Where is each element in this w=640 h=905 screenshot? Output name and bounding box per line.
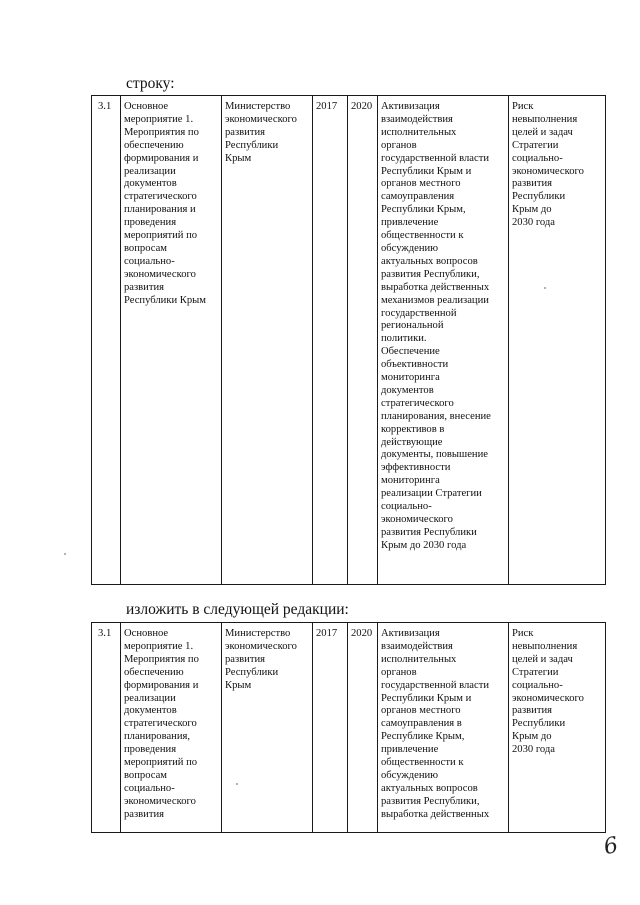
expected-result-cell: Активизация взаимодействия исполнительных органов государственной власти Республики Крым и органов местного самоуправления в Республике Крым, привлечение общественности к обсуждению актуальных вопросов развития Республики, выработка действенных (378, 623, 509, 833)
table-row (92, 96, 606, 585)
scan-speck (236, 783, 238, 785)
executor-cell: Министерство экономического развития Республики Крым (222, 96, 313, 585)
section-heading-before: строку: (126, 75, 175, 92)
section-heading-after: изложить в следующей редакции: (126, 601, 349, 618)
item-number-cell: 3.1 (92, 623, 121, 833)
year-end-cell: 2020 (348, 623, 378, 833)
risk-cell: Риск невыполнения целей и задач Стратегии социально- экономического развития Республики Крым до 2030 года (509, 623, 606, 833)
expected-result-cell: Активизация взаимодействия исполнительных органов государственной власти Республики Крым и органов местного самоуправления Республики Крым, привлечение общественности к обсуждению актуальных вопросов развития Республики, выработка действенных механизмов реализации государственной региональной политики. Обеспечение объективности мониторинга документов стратегического планирования, внесение коррективов в действующие документы, повышение эффективности мониторинга реализации Стратегии социально- экономического развития Республики Крым до 2030 года (378, 96, 509, 585)
page-number: 6 (601, 832, 621, 861)
item-number-cell: 3.1 (92, 96, 121, 585)
activity-table-before (91, 95, 606, 585)
year-start-cell: 2017 (313, 96, 348, 585)
year-start-cell: 2017 (313, 623, 348, 833)
scan-speck (64, 553, 66, 555)
risk-cell: Риск невыполнения целей и задач Стратегии социально- экономического развития Республики Крым до 2030 года (509, 96, 606, 585)
event-name-cell: Основное мероприятие 1. Мероприятия по обеспечению формирования и реализации документов стратегического планирования и проведения мероприятий по вопросам социально- экономического развития Республики Крым (121, 96, 222, 585)
event-name-cell: Основное мероприятие 1. Мероприятия по обеспечению формирования и реализации документов стратегического планирования, проведения мероприятий по вопросам социально- экономического развития (121, 623, 222, 833)
activity-table-after (91, 622, 606, 833)
year-end-cell: 2020 (348, 96, 378, 585)
executor-cell: Министерство экономического развития Республики Крым (222, 623, 313, 833)
scan-speck (544, 287, 546, 289)
table-row (92, 623, 606, 833)
